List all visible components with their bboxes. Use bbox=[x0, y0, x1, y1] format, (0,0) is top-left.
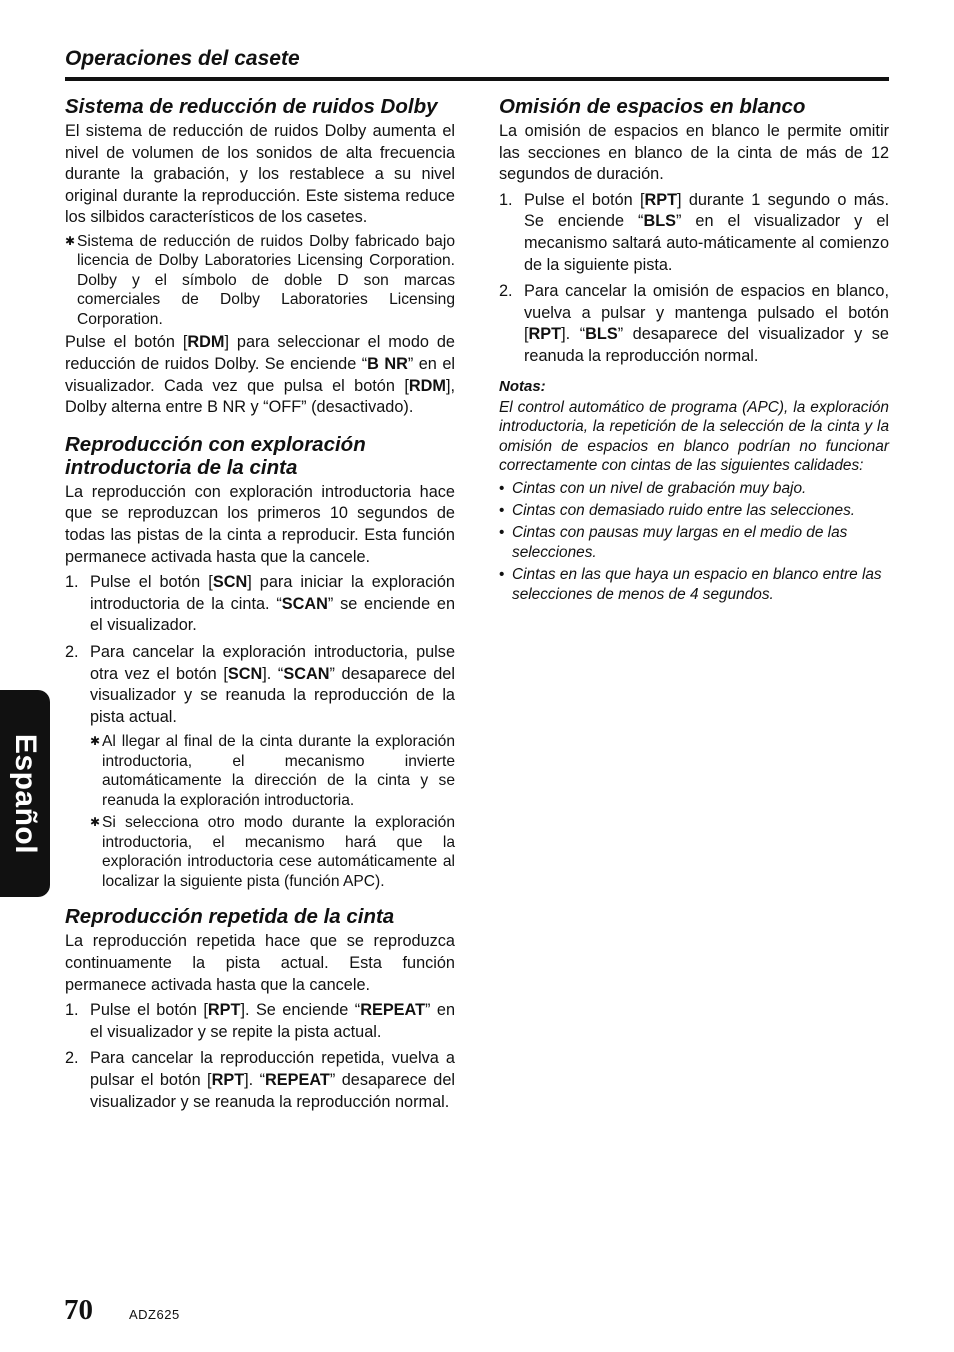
dolby-license-text: Sistema de reducción de ruidos Dolby fabricado bajo licencia de Dolby Laboratories Licensing Corporation. Dolby y el símbolo de doble D son marcas comerciales de Dolby Laboratories Licensing Corporation. bbox=[77, 232, 455, 328]
repeat-indicator: REPEAT bbox=[265, 1070, 330, 1089]
blank-skip-step-1: 1. Pulse el botón [RPT] durante 1 segundo o más. Se enciende “BLS” en el visualizador y el mecanismo saltará auto-máticamente al comienzo de la siguiente pista. bbox=[499, 190, 889, 274]
bullet-icon: • bbox=[499, 479, 505, 497]
dolby-intro: El sistema de reducción de ruidos Dolby aumenta el nivel de volumen de los sonidos de alta frecuencia durante la grabación, y los restablece a su nivel original durante la reproducción. Este sistema reduce los silbidos característicos de los casetes. bbox=[65, 122, 455, 227]
scan-intro: La reproducción con exploración introductoria hace que se reproduzcan los primeros 10 segundos de todas las pistas de la cinta a reproducir. Esta función permanece activada hasta que la cancele. bbox=[65, 482, 455, 566]
bullet-icon: • bbox=[499, 523, 505, 541]
blank-skip-step-2: 2. Para cancelar la omisión de espacios en blanco, vuelva a pulsar y mantenga pulsado el botón [RPT]. “BLS” desaparece del visualizador y se reanuda la reproducción normal. bbox=[499, 282, 889, 365]
bullet-icon: • bbox=[499, 501, 505, 519]
notes-list-item: • Cintas con pausas muy largas en el medio de las selecciones. bbox=[499, 523, 848, 561]
right-column bbox=[499, 95, 889, 619]
scan-note-2: ✱ Si selecciona otro modo durante la exploración introductoria, el mecanismo hará que la exploración introductoria cese automáticamente al localizar la siguiente pista (función APC). bbox=[90, 814, 455, 890]
notes-list-item: • Cintas con un nivel de grabación muy bajo. bbox=[499, 479, 807, 497]
asterisk-icon: ✱ bbox=[90, 734, 101, 749]
scan-steps bbox=[65, 572, 455, 891]
repeat-step-1: 1. Pulse el botón [RPT]. Se enciende “REPEAT” en el visualizador y se repite la pista actual. bbox=[65, 1001, 455, 1041]
rpt-button-label: RPT bbox=[528, 325, 562, 344]
repeat-steps bbox=[65, 1000, 455, 1113]
asterisk-icon: ✱ bbox=[65, 233, 76, 248]
rdm-button-label: RDM bbox=[408, 376, 446, 395]
bls-indicator: BLS bbox=[643, 212, 676, 231]
section-title: Operaciones del casete bbox=[65, 47, 300, 70]
repeat-heading: Reproducción repetida de la cinta bbox=[65, 905, 395, 929]
language-tab bbox=[0, 690, 50, 897]
asterisk-icon: ✱ bbox=[90, 815, 101, 830]
scan-indicator: SCAN bbox=[283, 664, 330, 683]
notes-list bbox=[499, 479, 889, 605]
scn-button-label: SCN bbox=[212, 573, 248, 592]
notes-list-item: • Cintas con demasiado ruido entre las selecciones. bbox=[499, 501, 856, 519]
dolby-section bbox=[65, 95, 455, 419]
rdm-button-label: RDM bbox=[187, 333, 225, 352]
blank-skip-section bbox=[499, 95, 889, 605]
repeat-indicator: REPEAT bbox=[360, 1001, 426, 1020]
repeat-section bbox=[65, 905, 455, 1113]
notes-text: El control automático de programa (APC), la exploración introductoria, la repetición de la selección de la cinta y la omisión de espacios en blanco podrían no funcionar correctamente con cintas de las siguientes calidades: bbox=[499, 398, 889, 475]
dolby-heading: Sistema de reducción de ruidos Dolby bbox=[65, 95, 438, 118]
scan-notes bbox=[90, 732, 455, 891]
page-number: 70 bbox=[64, 1294, 93, 1326]
dolby-license-note bbox=[65, 232, 455, 330]
rpt-button-label: RPT bbox=[211, 1070, 245, 1089]
notes-list-item: • Cintas en las que haya un espacio en blanco entre las selecciones de menos de 4 segundos. bbox=[499, 565, 882, 603]
scan-indicator: SCAN bbox=[281, 594, 328, 613]
scn-button-label: SCN bbox=[227, 664, 263, 683]
dolby-instructions: Pulse el botón [RDM] para seleccionar el modo de reducción de ruidos Dolby. Se enciende “B NR” en el visualizador. Cada vez que pulsa el botón [RDM], Dolby alterna entre B NR y “OFF” (desactivado). bbox=[65, 333, 455, 417]
scan-section bbox=[65, 433, 455, 892]
model-number: ADZ625 bbox=[129, 1307, 180, 1322]
rpt-button-label: RPT bbox=[207, 1001, 241, 1020]
blank-skip-intro: La omisión de espacios en blanco le permite omitir las secciones en blanco de la cinta de más de 12 segundos de duración. bbox=[499, 122, 889, 184]
bnr-indicator: B NR bbox=[367, 355, 408, 374]
bls-indicator: BLS bbox=[585, 325, 618, 344]
scan-heading: Reproducción con exploración introductoria de la cinta bbox=[65, 432, 366, 479]
blank-skip-steps bbox=[499, 190, 889, 368]
repeat-intro: La reproducción repetida hace que se reproduzca continuamente la pista actual. Esta función permanece activada hasta que la cancele. bbox=[65, 932, 455, 994]
blank-skip-heading: Omisión de espacios en blanco bbox=[499, 95, 806, 118]
rpt-button-label: RPT bbox=[644, 190, 678, 209]
header-rule bbox=[65, 77, 889, 81]
left-column bbox=[65, 95, 455, 1127]
notes-title: Notas: bbox=[499, 377, 546, 395]
repeat-step-2: 2. Para cancelar la reproducción repetida, vuelva a pulsar el botón [RPT]. “REPEAT” desaparece del visualizador y se reanuda la reproducción normal. bbox=[65, 1049, 455, 1111]
page-header bbox=[65, 45, 889, 81]
bullet-icon: • bbox=[499, 565, 505, 583]
scan-step-1: 1. Pulse el botón [SCN] para iniciar la exploración introductoria de la cinta. “SCAN” se enciende en el visualizador. bbox=[65, 573, 456, 635]
scan-step-2: 2. Para cancelar la exploración introductoria, pulse otra vez el botón [SCN]. “SCAN” desaparece del visualizador y se reanuda la reproducción de la pista actual. ✱ Al llegar al final de la cinta durante la exploración introductoria, el mecanismo invierte automáticamente la dirección de la cinta y se reanuda la exploración introductoria. ✱ Si selecciona otro modo durante la exploración introductoria, el mecanismo hará que la exploración introductoria cese automáticamente al localizar la siguiente pista (función APC). bbox=[65, 643, 455, 890]
language-tab-label: Español bbox=[9, 733, 43, 854]
scan-note-1: ✱ Al llegar al final de la cinta durante la exploración introductoria, el mecanismo invierte automáticamente la dirección de la cinta y se reanuda la exploración introductoria. bbox=[90, 733, 455, 809]
page-footer bbox=[64, 1294, 180, 1327]
